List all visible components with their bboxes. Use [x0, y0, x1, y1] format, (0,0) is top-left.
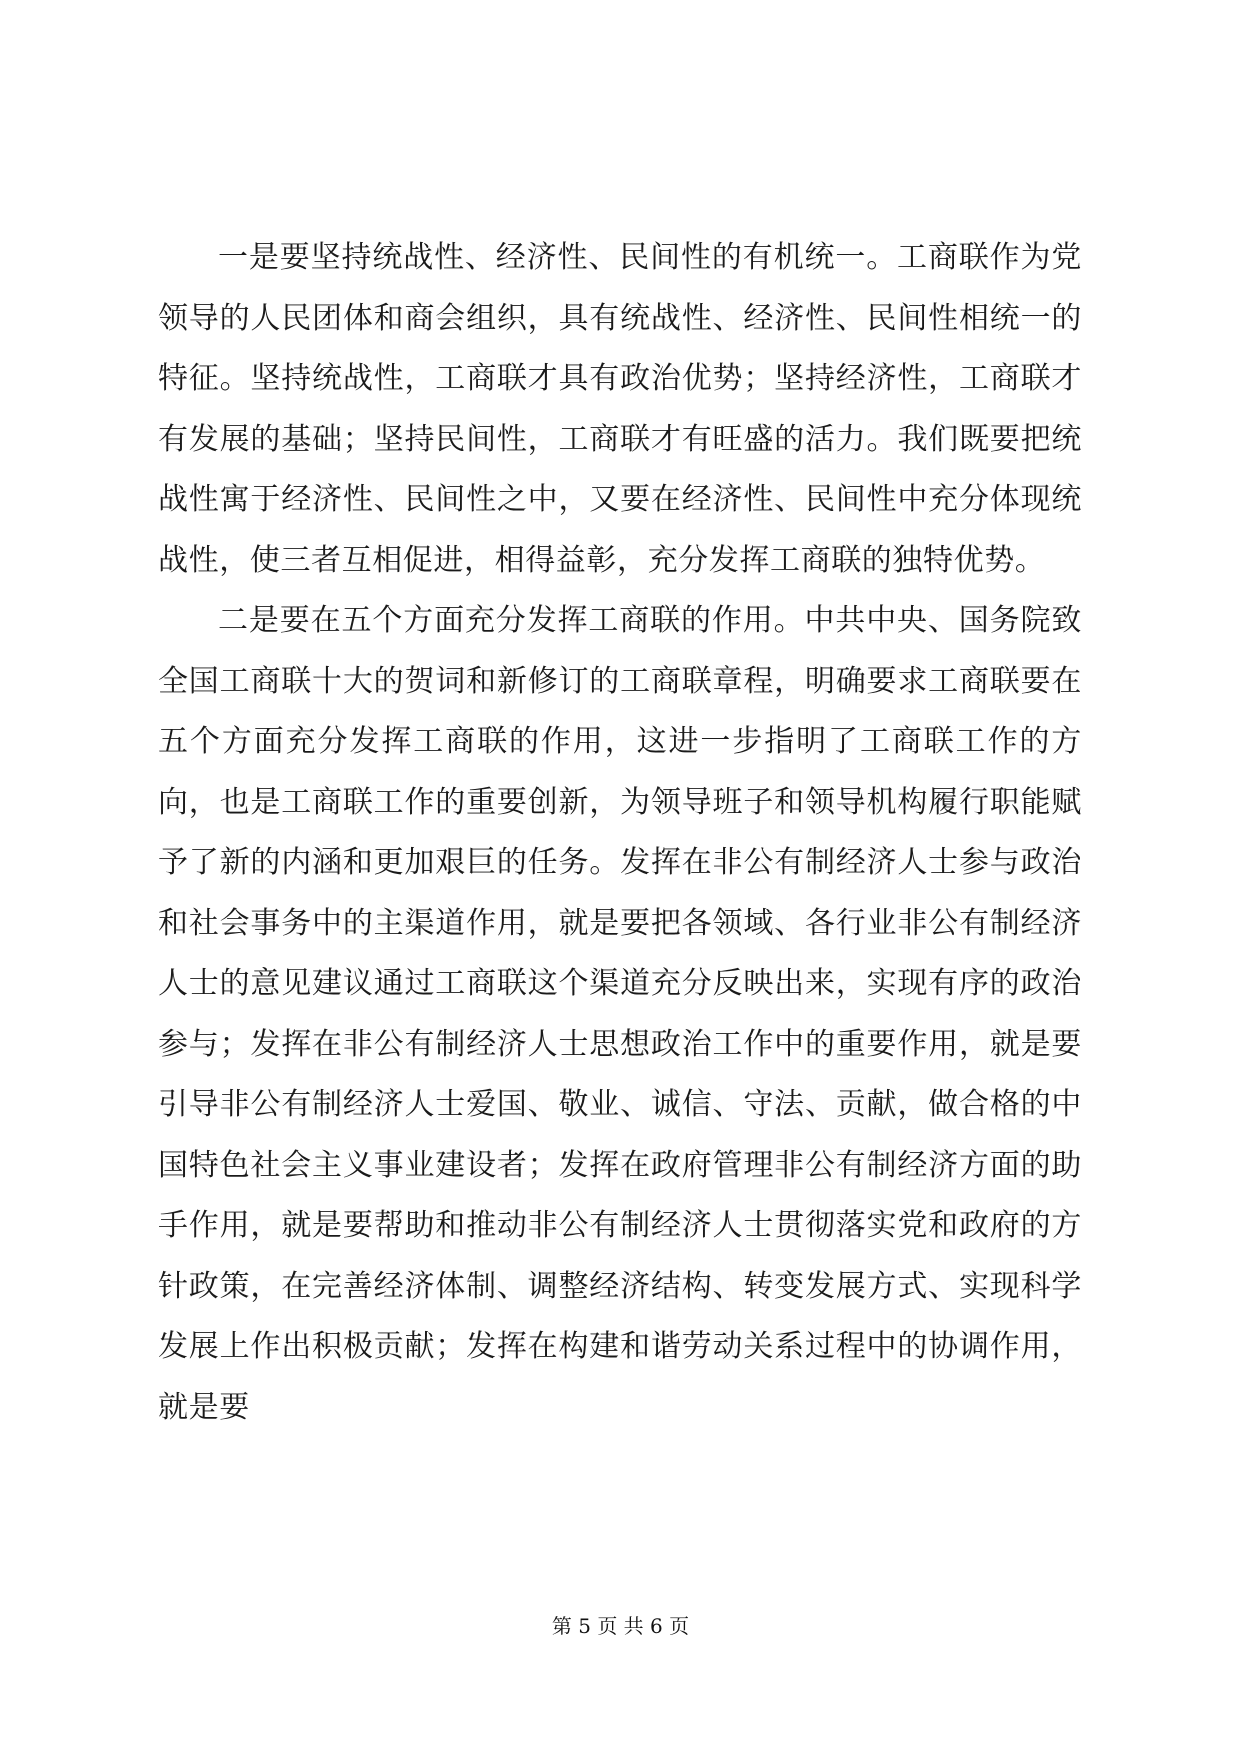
paragraph-1: 一是要坚持统战性、经济性、民间性的有机统一。工商联作为党领导的人民团体和商会组织，具有统战性、经济性、民间性相统一的特征。坚持统战性，工商联才具有政治优势；坚持经济性，工商联才有发展的基础；坚持民间性，工商联才有旺盛的活力。我们既要把统战性寓于经济性、民间性之中，又要在经济性、民间性中充分体现统战性，使三者互相促进，相得益彰，充分发挥工商联的独特优势。	[158, 240, 1082, 578]
paragraph-2: 二是要在五个方面充分发挥工商联的作用。中共中央、国务院致全国工商联十大的贺词和新修订的工商联章程，明确要求工商联要在五个方面充分发挥工商联的作用，这进一步指明了工商联工作的方向，也是工商联工作的重要创新，为领导班子和领导机构履行职能赋予了新的内涵和更加艰巨的任务。发挥在非公有制经济人士参与政治和社会事务中的主渠道作用，就是要把各领域、各行业非公有制经济人士的意见建议通过工商联这个渠道充分反映出来，实现有序的政治参与；发挥在非公有制经济人士思想政治工作中的重要作用，就是要引导非公有制经济人士爱国、敬业、诚信、守法、贡献，做合格的中国特色社会主义事业建设者；发挥在政府管理非公有制经济方面的助手作用，就是要帮助和推动非公有制经济人士贯彻落实党和政府的方针政策，在完善经济体制、调整经济结构、转变发展方式、实现科学发展上作出积极贡献；发挥在构建和谐劳动关系过程中的协调作用，就是要	[158, 603, 1082, 1425]
page-footer: 第 5 页 共 6 页	[551, 1614, 690, 1638]
document-body	[158, 228, 1082, 1438]
